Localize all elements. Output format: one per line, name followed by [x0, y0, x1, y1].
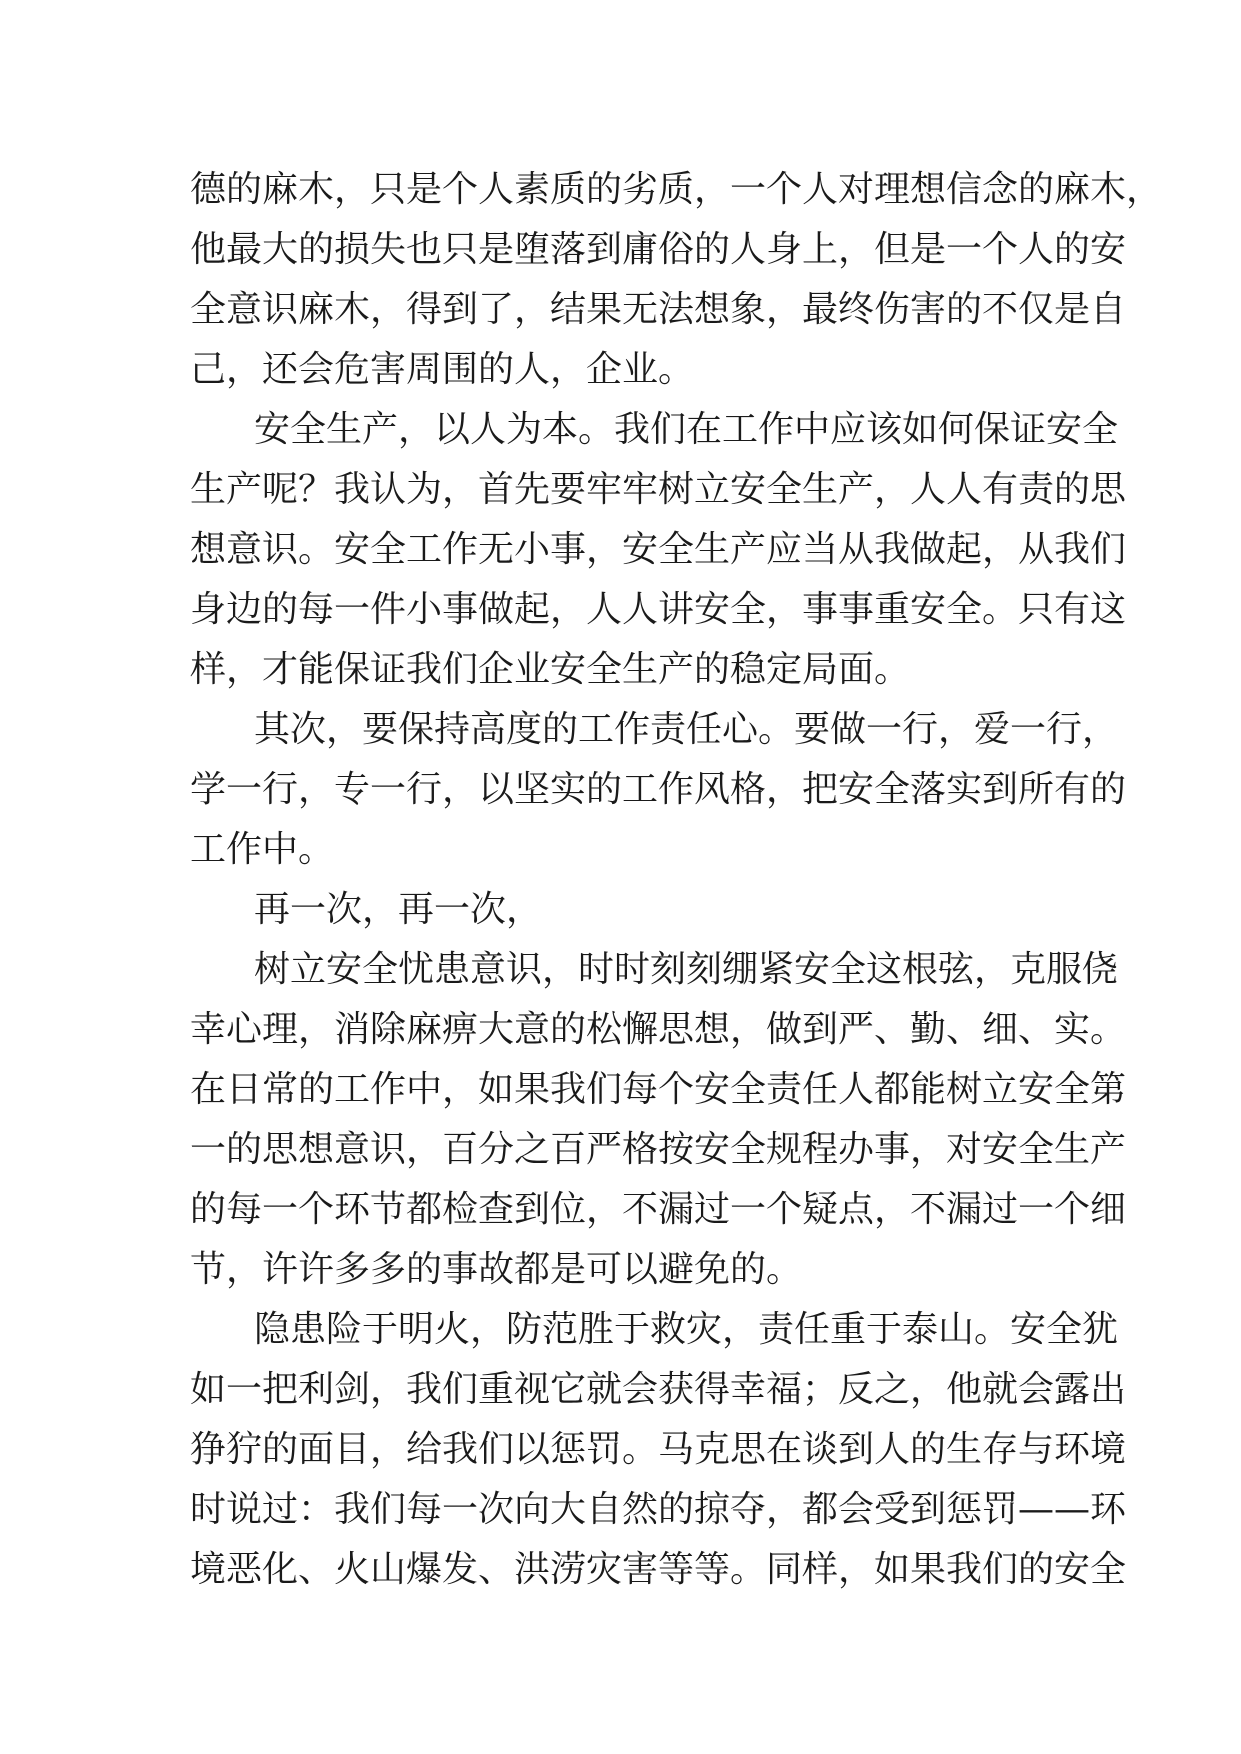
text-line: 在日常的工作中，如果我们每个安全责任人都能树立安全第	[190, 1069, 1127, 1110]
text-line: 的每一个环节都检查到位，不漏过一个疑点，不漏过一个细	[190, 1189, 1127, 1230]
text-line: 其次，要保持高度的工作责任心。要做一行，爱一行，	[254, 709, 1119, 750]
text-line: 幸心理，消除麻痹大意的松懈思想，做到严、勤、细、实。	[190, 1009, 1127, 1050]
text-line: 工作中。	[190, 829, 335, 870]
text-line: 己，还会危害周围的人，企业。	[190, 349, 695, 390]
text-line: 他最大的损失也只是堕落到庸俗的人身上，但是一个人的安	[190, 229, 1127, 270]
text-line: 再一次，再一次，	[254, 889, 543, 930]
text-line: 全意识麻木，得到了，结果无法想象，最终伤害的不仅是自	[190, 289, 1127, 330]
text-line: 时说过：我们每一次向大自然的掠夺，都会受到惩罚——环	[190, 1489, 1127, 1530]
document-body	[190, 160, 1163, 1600]
text-line: 样，才能保证我们企业安全生产的稳定局面。	[190, 649, 911, 690]
text-line: 生产呢？我认为，首先要牢牢树立安全生产，人人有责的思	[190, 469, 1127, 510]
text-line: 狰狞的面目，给我们以惩罚。马克思在谈到人的生存与环境	[190, 1429, 1127, 1470]
text-line: 身边的每一件小事做起，人人讲安全，事事重安全。只有这	[190, 589, 1127, 630]
text-line: 树立安全忧患意识，时时刻刻绷紧安全这根弦，克服侥	[254, 949, 1119, 990]
text-line: 如一把利剑，我们重视它就会获得幸福；反之，他就会露出	[190, 1369, 1127, 1410]
text-line: 想意识。安全工作无小事，安全生产应当从我做起，从我们	[190, 529, 1127, 570]
text-line: 德的麻木，只是个人素质的劣质，一个人对理想信念的麻木，	[190, 169, 1163, 210]
text-line: 节，许许多多的事故都是可以避免的。	[190, 1249, 803, 1290]
text-line: 学一行，专一行，以坚实的工作风格，把安全落实到所有的	[190, 769, 1127, 810]
text-line: 境恶化、火山爆发、洪涝灾害等等。同样，如果我们的安全	[190, 1549, 1127, 1590]
text-line: 一的思想意识，百分之百严格按安全规程办事，对安全生产	[190, 1129, 1127, 1170]
text-line: 安全生产，以人为本。我们在工作中应该如何保证安全	[254, 409, 1119, 450]
text-line: 隐患险于明火，防范胜于救灾，责任重于泰山。安全犹	[254, 1309, 1119, 1350]
